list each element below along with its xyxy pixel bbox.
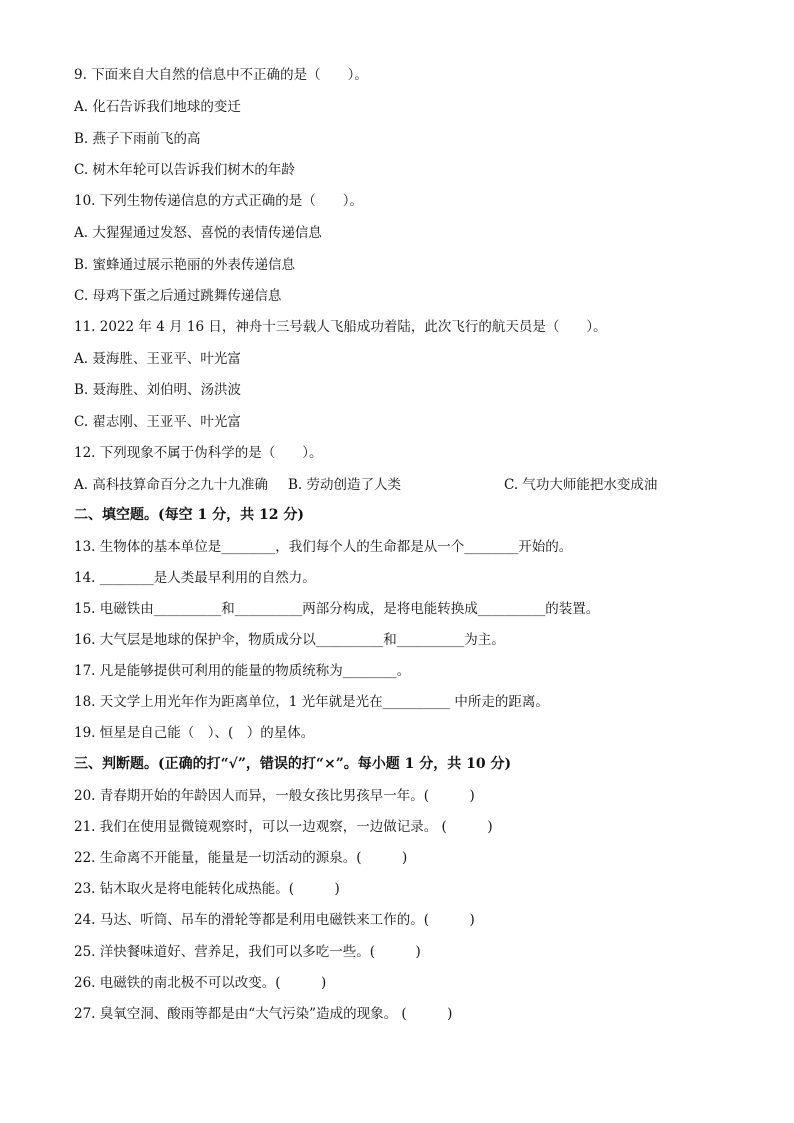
question-23: 23. 钻木取火是将电能转化成热能。( ) — [74, 881, 340, 897]
section-2-title: 二、填空题。(每空 1 分，共 12 分) — [74, 507, 304, 523]
question-12-option-a: A. 高科技算命百分之九十九准确 — [74, 477, 268, 493]
question-10-stem: 10. 下列生物传递信息的方式正确的是（ ）。 — [74, 193, 364, 209]
question-24: 24. 马达、听筒、吊车的滑轮等都是利用电磁铁来工作的。( ) — [74, 912, 475, 928]
question-9-option-c: C. 树木年轮可以告诉我们树木的年龄 — [74, 162, 295, 178]
question-20: 20. 青春期开始的年龄因人而异，一般女孩比男孩早一年。( ) — [74, 788, 475, 804]
question-9-option-b: B. 燕子下雨前飞的高 — [74, 131, 201, 147]
question-9-option-a: A. 化石告诉我们地球的变迁 — [74, 99, 241, 115]
question-11-option-b: B. 聂海胜、刘伯明、汤洪波 — [74, 382, 242, 398]
question-10-option-b: B. 蜜蜂通过展示艳丽的外表传递信息 — [74, 257, 296, 273]
section-3-title: 三、判断题。(正确的打“√”，错误的打“×”。每小题 1 分，共 10 分) — [74, 756, 512, 772]
question-12-option-c: C. 气功大师能把水变成油 — [504, 477, 658, 493]
question-18: 18. 天文学上用光年作为距离单位，1 光年就是光在__________ 中所走的距离。 — [74, 694, 549, 710]
question-10-option-a: A. 大猩猩通过发怒、喜悦的表情传递信息 — [74, 225, 322, 241]
question-10-option-c: C. 母鸡下蛋之后通过跳舞传递信息 — [74, 288, 282, 304]
question-26: 26. 电磁铁的南北极不可以改变。( ) — [74, 975, 327, 991]
question-19: 19. 恒星是自己能（ ）、( ）的星体。 — [74, 725, 315, 741]
question-25: 25. 洋快餐味道好、营养足，我们可以多吃一些。( ) — [74, 944, 421, 960]
question-11-option-a: A. 聂海胜、王亚平、叶光富 — [74, 351, 241, 367]
question-13: 13. 生物体的基本单位是________，我们每个人的生命都是从一个________开始的。 — [74, 539, 573, 555]
question-11-option-c: C. 翟志刚、王亚平、叶光富 — [74, 414, 241, 430]
question-14: 14. ________是人类最早利用的自然力。 — [74, 570, 316, 586]
question-27: 27. 臭氧空洞、酸雨等都是由“大气污染”造成的现象。 ( ) — [74, 1006, 453, 1022]
question-12-option-b: B. 劳动创造了人类 — [288, 477, 402, 493]
question-22: 22. 生命离不开能量，能量是一切活动的源泉。( ) — [74, 850, 408, 866]
question-15: 15. 电磁铁由__________和__________两部分构成，是将电能转换成__________的装置。 — [74, 601, 600, 617]
question-9-stem: 9. 下面来自大自然的信息中不正确的是（ ）。 — [74, 67, 368, 83]
question-11-stem: 11. 2022 年 4 月 16 日，神舟十三号载人飞船成功着陆，此次飞行的航天员是（ ）。 — [74, 319, 607, 335]
question-21: 21. 我们在使用显微镜观察时，可以一边观察，一边做记录。 ( ) — [74, 819, 493, 835]
question-12-stem: 12. 下列现象不属于伪科学的是（ ）。 — [74, 445, 323, 461]
question-16: 16. 大气层是地球的保护伞，物质成分以__________和__________为主。 — [74, 632, 505, 648]
question-17: 17. 凡是能够提供可利用的能量的物质统称为________。 — [74, 663, 411, 679]
